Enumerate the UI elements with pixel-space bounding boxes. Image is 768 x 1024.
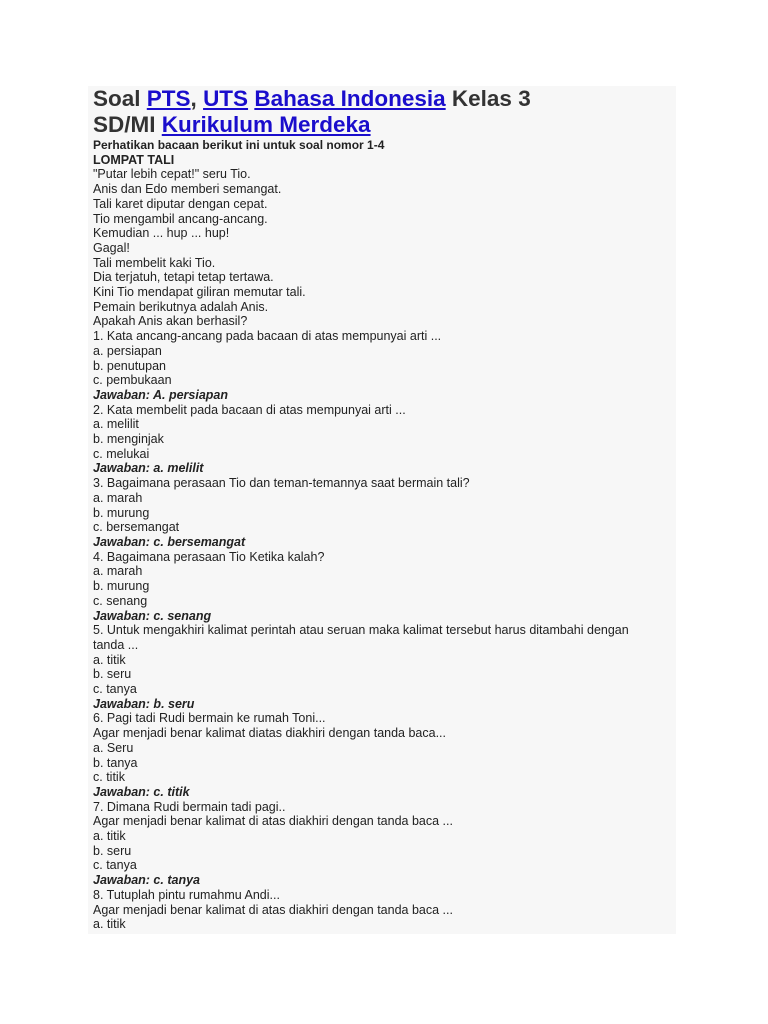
answer-option: a. Seru [93, 740, 134, 755]
answer-option: c. melukai [93, 446, 150, 461]
answer-option: a. melilit [93, 417, 139, 432]
question-block [93, 476, 683, 550]
answer-option: a. titik [93, 829, 126, 844]
question-block [93, 711, 683, 799]
answer-option: b. seru [93, 667, 132, 682]
answer-option: a. titik [93, 652, 126, 667]
link-pts[interactable]: PTS [146, 86, 191, 111]
story-line: Tali membelit kaki Tio. [93, 255, 216, 270]
title-suffix: Kelas 3 [445, 86, 531, 111]
answer-option: c. tanya [93, 682, 137, 697]
question-text: 6. Pagi tadi Rudi bermain ke rumah Toni... [93, 711, 326, 726]
answer-option: b. penutupan [93, 358, 166, 373]
question-text: 5. Untuk mengakhiri kalimat perintah atau seruan maka kalimat tersebut harus ditambahi dengan [93, 623, 629, 638]
answer-option: b. tanya [93, 755, 138, 770]
story-line: "Putar lebih cepat!" seru Tio. [93, 167, 251, 182]
question-block [93, 329, 683, 403]
question-block [93, 403, 683, 477]
answer-option: b. murung [93, 505, 150, 520]
question-text: 3. Bagaimana perasaan Tio dan teman-temannya saat bermain tali? [93, 476, 470, 491]
story-line: Kemudian ... hup ... hup! [93, 226, 230, 241]
answer-option: c. tanya [93, 858, 137, 873]
story-line: Anis dan Edo memberi semangat. [93, 182, 282, 197]
question-block [93, 550, 683, 624]
story-line: Tali karet diputar dengan cepat. [93, 196, 268, 211]
title-line2-prefix: SD/MI [93, 112, 162, 137]
page-title [93, 86, 683, 138]
link-kurikulum-merdeka[interactable]: Kurikulum Merdeka [161, 112, 371, 137]
question-text: 1. Kata ancang-ancang pada bacaan di atas mempunyai arti ... [93, 329, 442, 344]
story-line: Tio mengambil ancang-ancang. [93, 211, 268, 226]
answer-option: a. marah [93, 490, 143, 505]
answer-key: Jawaban: A. persiapan [93, 387, 228, 402]
story-title: LOMPAT TALI [93, 152, 175, 167]
answer-option: b. murung [93, 579, 150, 594]
question-instruction: tanda ... [93, 637, 139, 652]
title-separator: , [190, 86, 204, 111]
answer-option: b. seru [93, 843, 132, 858]
question-block [93, 623, 683, 711]
question-block [93, 800, 683, 888]
story-lines [93, 167, 683, 329]
answer-key: Jawaban: a. melilit [93, 461, 204, 476]
answer-option: c. pembukaan [93, 373, 172, 388]
title-prefix: Soal [93, 86, 147, 111]
question-text: 2. Kata membelit pada bacaan di atas mempunyai arti ... [93, 402, 406, 417]
document-content [93, 86, 683, 932]
link-bahasa-indonesia[interactable]: Bahasa Indonesia [254, 86, 446, 111]
story-line: Kini Tio mendapat giliran memutar tali. [93, 285, 306, 300]
story-line: Dia terjatuh, tetapi tetap tertawa. [93, 270, 274, 285]
answer-option: c. titik [93, 770, 125, 785]
question-instruction: Agar menjadi benar kalimat di atas diakhiri dengan tanda baca ... [93, 902, 453, 917]
answer-key: Jawaban: c. tanya [93, 873, 200, 888]
story-section [93, 153, 683, 329]
answer-option: b. menginjak [93, 432, 164, 447]
answer-option: c. senang [93, 593, 148, 608]
answer-key: Jawaban: c. senang [93, 608, 212, 623]
answer-option: c. bersemangat [93, 520, 180, 535]
story-line: Gagal! [93, 240, 130, 255]
link-uts[interactable]: UTS [203, 86, 249, 111]
story-line: Pemain berikutnya adalah Anis. [93, 299, 269, 314]
question-block [93, 888, 683, 932]
answer-option: a. persiapan [93, 343, 162, 358]
answer-option: a. marah [93, 564, 143, 579]
answer-key: Jawaban: c. titik [93, 784, 190, 799]
question-instruction: Agar menjadi benar kalimat diatas diakhiri dengan tanda baca... [93, 726, 446, 741]
answer-key: Jawaban: c. bersemangat [93, 534, 246, 549]
question-instruction: Agar menjadi benar kalimat di atas diakhiri dengan tanda baca ... [93, 814, 453, 829]
intro-instruction: Perhatikan bacaan berikut ini untuk soal nomor 1-4 [93, 138, 385, 152]
answer-key: Jawaban: b. seru [93, 696, 195, 711]
question-text: 8. Tutuplah pintu rumahmu Andi... [93, 887, 280, 902]
question-text: 4. Bagaimana perasaan Tio Ketika kalah? [93, 549, 325, 564]
answer-option: a. titik [93, 917, 126, 932]
story-line: Apakah Anis akan berhasil? [93, 314, 248, 329]
question-text: 7. Dimana Rudi bermain tadi pagi.. [93, 799, 286, 814]
questions-list [93, 329, 683, 932]
